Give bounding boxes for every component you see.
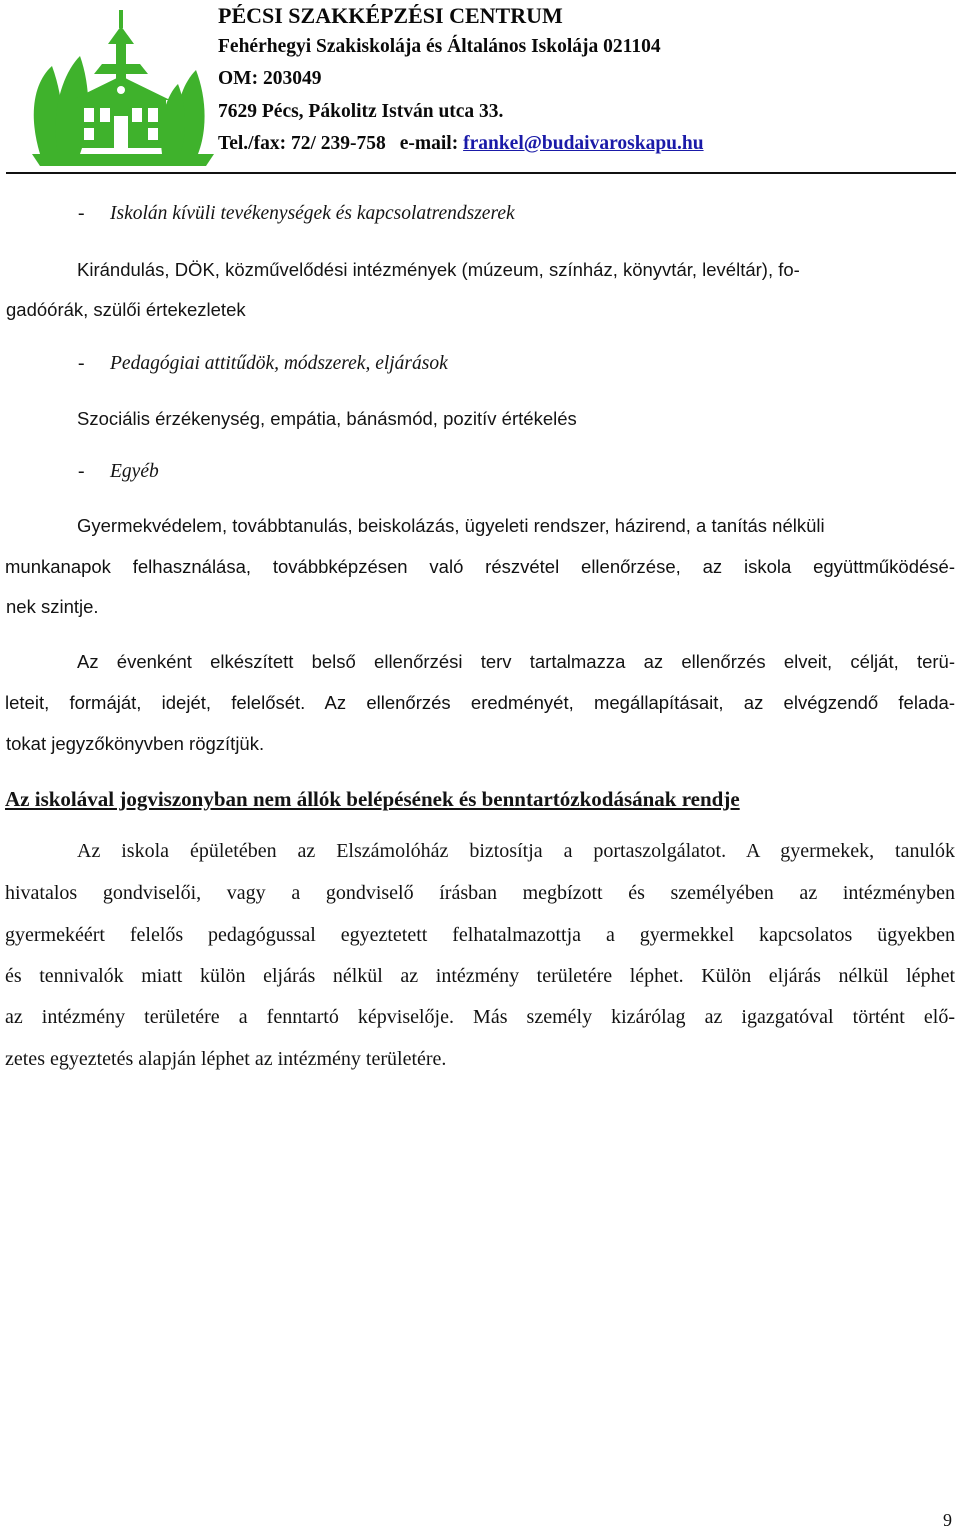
- section-title-pedagogical-attitudes: Pedagógiai attitűdök, módszerek, eljárások: [110, 353, 448, 374]
- header-address: 7629 Pécs, Pákolitz István utca 33.: [218, 101, 504, 122]
- paragraph-line: munkanapok felhasználása, továbbképzésen való részvétel ellenőrzése, az iskola együttműködésé-: [5, 556, 955, 577]
- paragraph-line: és tennivalók miatt külön eljárás nélkül az intézmény területére léphet. Külön eljárás nélkül léphet: [5, 965, 955, 987]
- paragraph-line: Az iskola épületében az Elszámolóház biztosítja a portaszolgálatot. A gyermekek, tanulók: [77, 840, 955, 862]
- header-school-name: Fehérhegyi Szakiskolája és Általános Iskolája 021104: [218, 36, 661, 57]
- header-om-id: OM: 203049: [218, 68, 322, 89]
- paragraph-line: nek szintje.: [6, 596, 99, 617]
- section-dash: -: [78, 461, 85, 482]
- page-number: 9: [943, 1510, 952, 1530]
- section-title-other: Egyéb: [110, 461, 159, 482]
- paragraph-line: gadóórák, szülői értekezletek: [6, 299, 246, 320]
- header-email-label: e-mail:: [399, 133, 459, 154]
- paragraph-line: Szociális érzékenység, empátia, bánásmód, pozitív értékelés: [77, 408, 577, 429]
- paragraph-line: zetes egyeztetés alapján léphet az intézmény területére.: [5, 1048, 447, 1070]
- header-contact: [218, 133, 704, 155]
- header-org-name: PÉCSI SZAKKÉPZÉSI CENTRUM: [218, 3, 563, 28]
- paragraph-line: gyermekéért felelős pedagógussal egyeztetett felhatalmazottja a gyermekkel kapcsolatos ügyekben: [5, 924, 955, 946]
- school-logo: [28, 4, 218, 174]
- paragraph-line: tokat jegyzőkönyvben rögzítjük.: [6, 733, 265, 754]
- paragraph-line: Kirándulás, DÖK, közművelődési intézmények (múzeum, színház, könyvtár, levéltár), fo-: [77, 259, 800, 280]
- paragraph-line: Gyermekvédelem, továbbtanulás, beiskolázás, ügyeleti rendszer, házirend, a tanítás nélküli: [77, 515, 825, 536]
- section-title-external-activities: Iskolán kívüli tevékenységek és kapcsolatrendszerek: [110, 203, 515, 224]
- paragraph-line: hivatalos gondviselői, vagy a gondviselő írásban megbízott és személyében az intézményben: [5, 882, 955, 904]
- paragraph-line: Az évenként elkészített belső ellenőrzési terv tartalmazza az ellenőrzés elveit, célját, terü-: [77, 651, 955, 672]
- header-phone: Tel./fax: 72/ 239-758: [218, 133, 386, 154]
- section-dash: -: [78, 203, 85, 224]
- paragraph-line: leteit, formáját, idejét, felelősét. Az ellenőrzés eredményét, megállapításait, az elvégzendő felada-: [5, 692, 955, 713]
- section-heading-entry-rules: Az iskolával jogviszonyban nem állók belépésének és benntartózkodásának rendje: [5, 787, 740, 811]
- header-email-link[interactable]: frankel@budaivaroskapu.hu: [463, 133, 704, 154]
- paragraph-line: az intézmény területére a fenntartó képviselője. Más személy kizárólag az igazgatóval történt elő-: [5, 1006, 955, 1028]
- header-divider: [6, 172, 956, 174]
- section-dash: -: [78, 353, 85, 374]
